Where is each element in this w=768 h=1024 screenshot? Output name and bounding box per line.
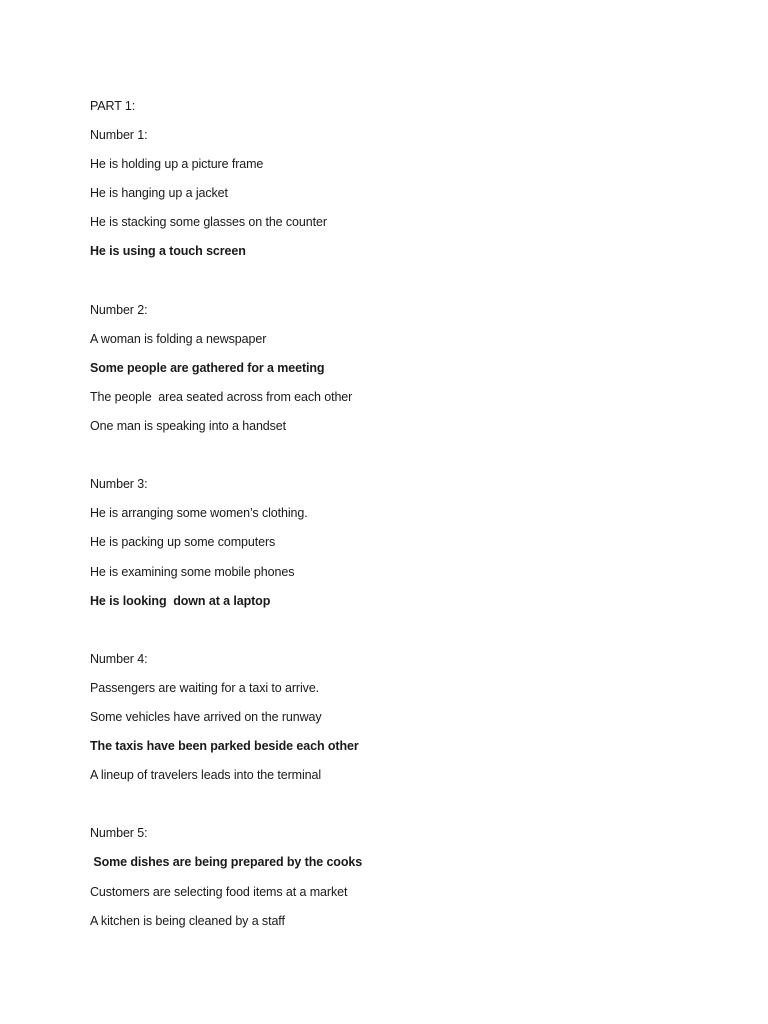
part-heading: PART 1: <box>90 99 136 113</box>
answer-option: He is stacking some glasses on the counter <box>90 215 327 230</box>
answer-option-correct: The taxis have been parked beside each other <box>90 739 359 754</box>
answer-option: One man is speaking into a handset <box>90 419 287 434</box>
question-number-heading: Number 4: <box>90 651 148 666</box>
answer-option: A woman is folding a newspaper <box>90 331 267 346</box>
question-number-heading: Number 3: <box>90 477 148 492</box>
question-section <box>90 470 730 615</box>
answer-option: He is examining some mobile phones <box>90 564 295 579</box>
answer-option-correct: He is looking down at a laptop <box>90 593 271 608</box>
answer-option: Customers are selecting food items at a market <box>90 884 348 899</box>
answer-option: He is hanging up a jacket <box>90 186 228 201</box>
answer-sections <box>90 121 730 936</box>
question-number-heading: Number 1: <box>90 128 148 143</box>
answer-option-correct: Some people are gathered for a meeting <box>90 360 325 375</box>
answer-option: A lineup of travelers leads into the terminal <box>90 768 322 783</box>
section-spacer <box>90 616 730 645</box>
question-section <box>90 819 730 935</box>
question-number-heading: Number 5: <box>90 826 148 841</box>
answer-option: He is holding up a picture frame <box>90 157 264 172</box>
question-number-heading: Number 2: <box>90 302 148 317</box>
answer-option: He is packing up some computers <box>90 535 276 550</box>
answer-option: A kitchen is being cleaned by a staff <box>90 913 285 928</box>
answer-option-correct: He is using a touch screen <box>90 244 246 259</box>
answer-option: He is arranging some women’s clothing. <box>90 506 308 521</box>
question-section <box>90 121 730 266</box>
answer-option: Passengers are waiting for a taxi to arrive. <box>90 680 320 695</box>
document-page <box>90 92 730 936</box>
answer-option-correct: Some dishes are being prepared by the cooks <box>90 855 363 870</box>
section-spacer <box>90 267 730 296</box>
section-spacer <box>90 790 730 819</box>
answer-option: The people area seated across from each other <box>90 389 353 404</box>
question-section <box>90 296 730 441</box>
question-section <box>90 645 730 790</box>
section-spacer <box>90 441 730 470</box>
answer-option: Some vehicles have arrived on the runway <box>90 709 322 724</box>
